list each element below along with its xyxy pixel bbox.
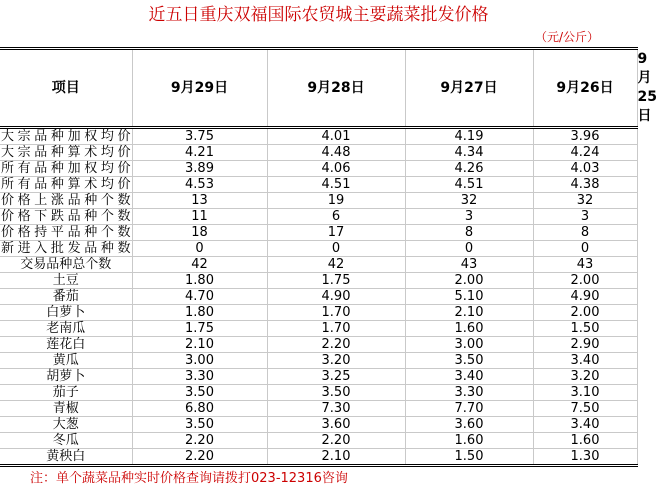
value-cell: 3.75 [132, 128, 267, 145]
row-label: 莲花白 [0, 337, 132, 353]
value-cell: 1.60 [405, 321, 533, 337]
row-label: 番茄 [0, 289, 132, 305]
value-cell: 19 [267, 193, 405, 209]
value-cell: 4.53 [132, 177, 267, 193]
value-cell: 7.30 [267, 401, 405, 417]
value-cell: 0 [405, 241, 533, 257]
table-row [0, 177, 637, 193]
footer-note: 注：单个蔬菜品种实时价格查询请拨打023-12316咨询 [30, 471, 348, 486]
price-table [0, 47, 657, 467]
table-row [0, 145, 637, 161]
value-cell: 2.00 [533, 305, 637, 321]
table-row [0, 433, 637, 449]
value-cell: 43 [533, 257, 637, 273]
value-cell: 2.20 [132, 449, 267, 466]
value-cell: 0 [533, 241, 637, 257]
value-cell: 1.75 [267, 273, 405, 289]
table-row [0, 321, 637, 337]
value-cell: 2.10 [267, 449, 405, 466]
value-cell: 4.24 [533, 145, 637, 161]
table-row [0, 385, 637, 401]
row-label: 黄瓜 [0, 353, 132, 369]
value-cell: 11 [132, 209, 267, 225]
value-cell: 1.75 [132, 321, 267, 337]
value-cell: 2.20 [132, 433, 267, 449]
value-cell: 3.00 [405, 337, 533, 353]
value-cell: 3.50 [267, 385, 405, 401]
value-cell: 3.60 [267, 417, 405, 433]
value-cell: 3.30 [405, 385, 533, 401]
row-label: 黄秧白 [0, 449, 132, 466]
value-cell: 3.40 [533, 417, 637, 433]
column-header-date: 9月28日 [267, 49, 405, 128]
value-cell: 13 [132, 193, 267, 209]
value-cell: 3.10 [533, 385, 637, 401]
value-cell: 3.20 [267, 353, 405, 369]
value-cell: 7.70 [405, 401, 533, 417]
value-cell: 3.40 [405, 369, 533, 385]
value-cell: 1.80 [132, 305, 267, 321]
value-cell: 4.38 [533, 177, 637, 193]
value-cell: 5.10 [405, 289, 533, 305]
value-cell: 4.21 [132, 145, 267, 161]
value-cell: 3 [533, 209, 637, 225]
value-cell: 3.50 [132, 417, 267, 433]
value-cell: 2.20 [267, 433, 405, 449]
table-row [0, 225, 637, 241]
row-label: 白萝卜 [0, 305, 132, 321]
value-cell: 4.51 [405, 177, 533, 193]
row-label: 大宗品种加权均价 [1, 129, 131, 144]
value-cell: 43 [405, 257, 533, 273]
column-header-date: 9月29日 [132, 49, 267, 128]
value-cell: 4.70 [132, 289, 267, 305]
value-cell: 7.50 [533, 401, 637, 417]
value-cell: 3.30 [132, 369, 267, 385]
table-row [0, 417, 637, 433]
row-label: 价格上涨品种个数 [1, 193, 131, 208]
value-cell: 8 [533, 225, 637, 241]
value-cell: 3.00 [132, 353, 267, 369]
table-row [0, 289, 637, 305]
row-label: 土豆 [0, 273, 132, 289]
value-cell: 0 [132, 241, 267, 257]
value-cell: 4.26 [405, 161, 533, 177]
value-cell: 4.90 [533, 289, 637, 305]
table-row [0, 193, 637, 209]
value-cell: 2.10 [405, 305, 533, 321]
row-label: 价格持平品种个数 [1, 225, 131, 240]
row-label: 交易品种总个数 [0, 257, 132, 273]
table-row [0, 337, 637, 353]
row-label: 价格下跌品种个数 [1, 209, 131, 224]
table-row [0, 273, 637, 289]
row-label: 胡萝卜 [0, 369, 132, 385]
table-row [0, 161, 637, 177]
value-cell: 17 [267, 225, 405, 241]
row-label: 新进入批发品种数 [1, 241, 131, 256]
row-label: 所有品种加权均价 [1, 161, 131, 176]
value-cell: 4.06 [267, 161, 405, 177]
table-row [0, 305, 637, 321]
value-cell: 6 [267, 209, 405, 225]
value-cell: 1.50 [405, 449, 533, 466]
table-row [0, 353, 637, 369]
column-header-date: 9月26日 [533, 49, 637, 128]
value-cell: 0 [267, 241, 405, 257]
value-cell: 32 [405, 193, 533, 209]
value-cell: 1.30 [533, 449, 637, 466]
value-cell: 3.50 [405, 353, 533, 369]
table-row [0, 369, 637, 385]
unit-label: （元/公斤） [534, 30, 599, 44]
column-header-item: 项目 [0, 49, 132, 128]
value-cell: 42 [267, 257, 405, 273]
value-cell: 1.60 [405, 433, 533, 449]
row-label: 茄子 [0, 385, 132, 401]
table-row [0, 209, 637, 225]
value-cell: 2.20 [267, 337, 405, 353]
value-cell: 1.80 [132, 273, 267, 289]
value-cell: 4.48 [267, 145, 405, 161]
value-cell: 3.96 [533, 128, 637, 145]
value-cell: 3.25 [267, 369, 405, 385]
price-report-page [0, 5, 657, 487]
value-cell: 3.60 [405, 417, 533, 433]
column-header-date: 9月27日 [405, 49, 533, 128]
row-label: 大葱 [0, 417, 132, 433]
value-cell: 3.50 [132, 385, 267, 401]
row-label: 所有品种算术均价 [1, 177, 131, 192]
table-row [0, 449, 637, 466]
value-cell: 4.34 [405, 145, 533, 161]
value-cell: 2.00 [405, 273, 533, 289]
row-label: 大宗品种算术均价 [1, 145, 131, 160]
value-cell: 4.19 [405, 128, 533, 145]
value-cell: 3.20 [533, 369, 637, 385]
row-label: 冬瓜 [0, 433, 132, 449]
row-label: 青椒 [0, 401, 132, 417]
value-cell: 4.51 [267, 177, 405, 193]
value-cell: 2.90 [533, 337, 637, 353]
value-cell: 1.50 [533, 321, 637, 337]
value-cell: 2.00 [533, 273, 637, 289]
value-cell: 3.89 [132, 161, 267, 177]
value-cell: 8 [405, 225, 533, 241]
value-cell: 3.40 [533, 353, 637, 369]
value-cell: 32 [533, 193, 637, 209]
value-cell: 1.70 [267, 321, 405, 337]
value-cell: 4.90 [267, 289, 405, 305]
value-cell: 18 [132, 225, 267, 241]
page-title: 近五日重庆双福国际农贸城主要蔬菜批发价格 [148, 5, 489, 25]
value-cell: 4.01 [267, 128, 405, 145]
table-row [0, 401, 637, 417]
table-row [0, 241, 637, 257]
table-row [0, 128, 637, 145]
value-cell: 42 [132, 257, 267, 273]
value-cell: 2.10 [132, 337, 267, 353]
table-header-row: 项目 9月29日 9月28日 9月27日 9月26日 9月25日 [0, 49, 637, 128]
value-cell: 4.03 [533, 161, 637, 177]
value-cell: 1.60 [533, 433, 637, 449]
value-cell: 3 [405, 209, 533, 225]
value-cell: 6.80 [132, 401, 267, 417]
row-label: 老南瓜 [0, 321, 132, 337]
value-cell: 1.70 [267, 305, 405, 321]
table-row [0, 257, 637, 273]
